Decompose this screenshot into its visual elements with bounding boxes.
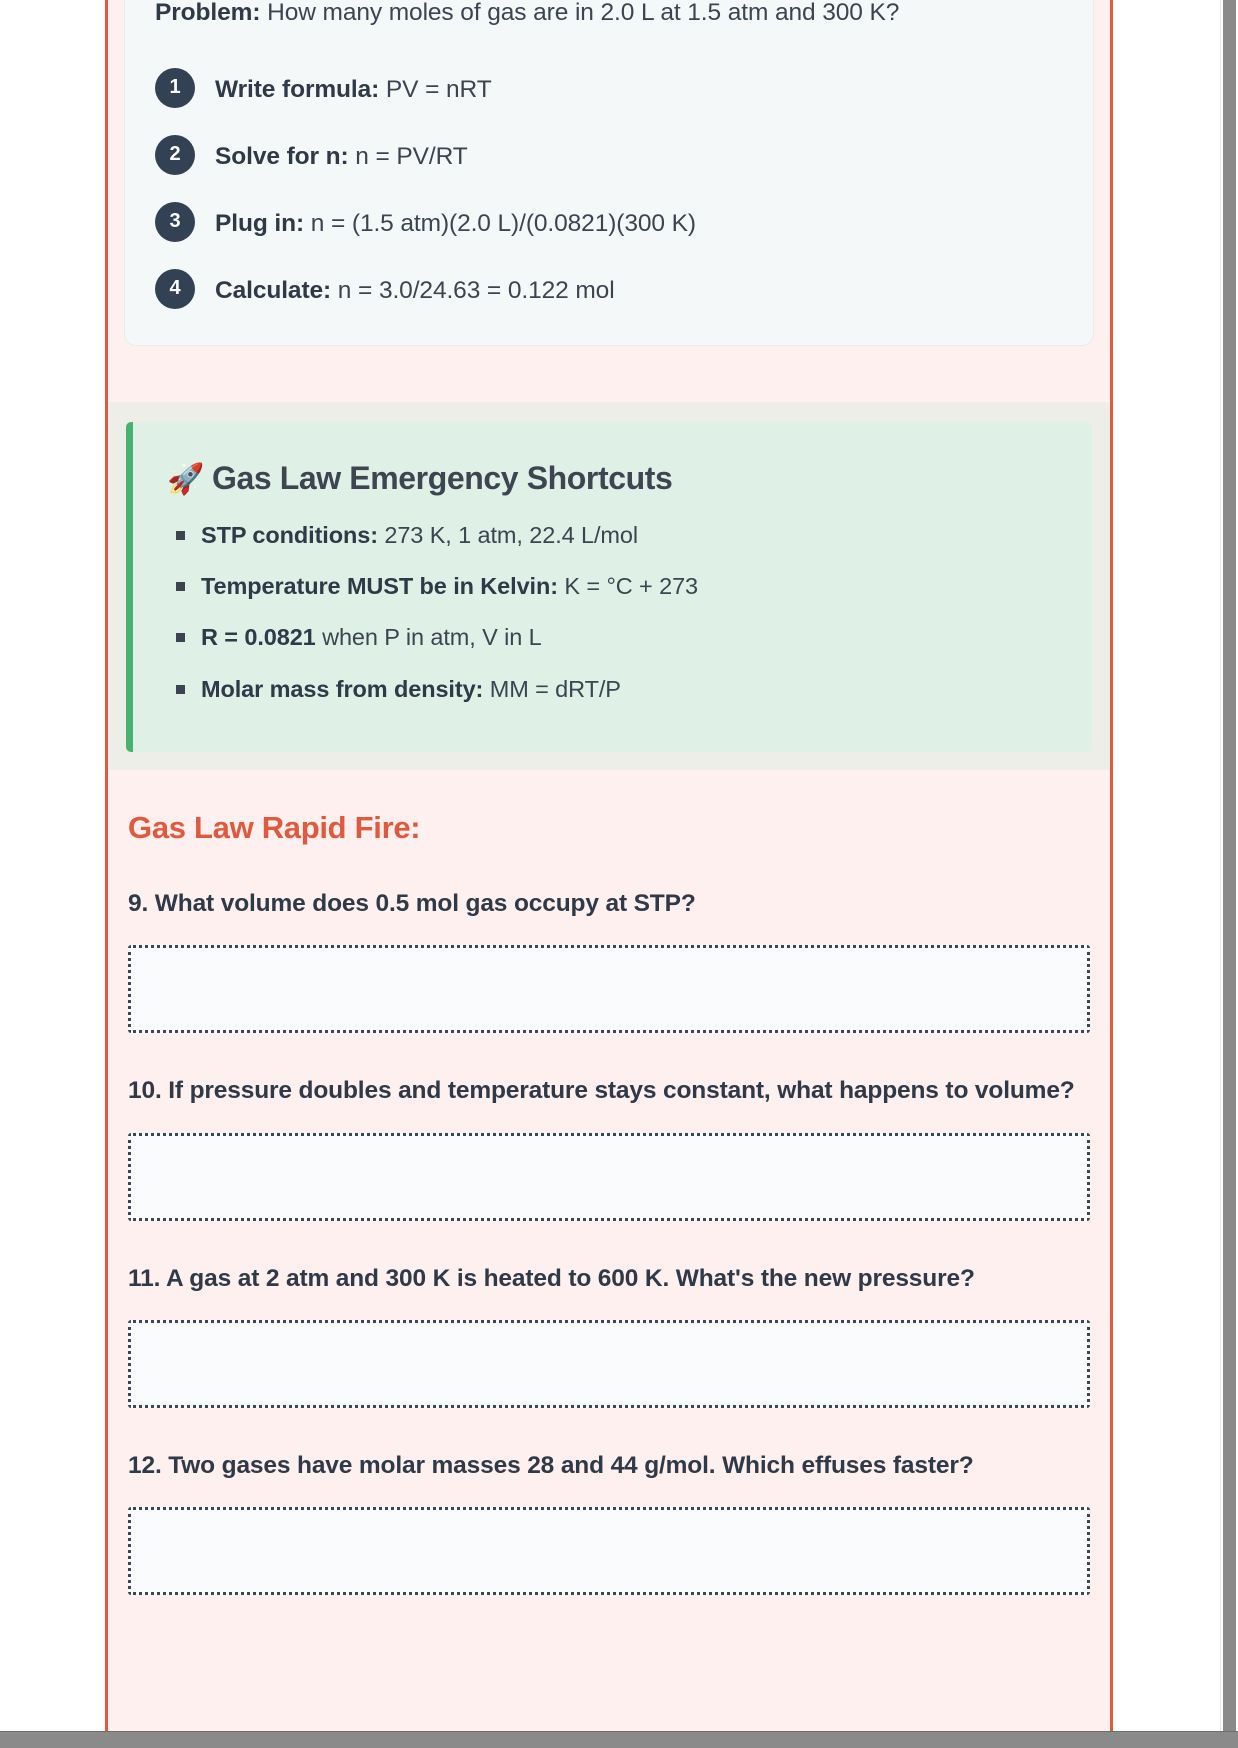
shortcut-value: when P in atm, V in L (315, 624, 542, 651)
step-row (155, 67, 1063, 108)
step-content (215, 201, 696, 242)
shortcut-label: Temperature MUST be in Kelvin: (201, 573, 558, 600)
shortcuts-title (167, 460, 1058, 497)
step-content (215, 134, 468, 175)
shortcuts-list (167, 519, 1058, 706)
step-number-badge: 1 (155, 68, 195, 108)
step-value: n = 3.0/24.63 = 0.122 mol (331, 276, 615, 304)
step-label: Calculate: (215, 276, 332, 304)
rocket-icon: 🚀 (167, 462, 204, 496)
question-text: 9. What volume does 0.5 mol gas occupy at STP? (128, 890, 696, 918)
list-item (201, 519, 1058, 552)
step-value: n = PV/RT (348, 142, 468, 170)
list-item (201, 673, 1058, 706)
rapid-fire-section (108, 810, 1110, 1595)
vertical-scrollbar-thumb[interactable] (1223, 0, 1236, 1733)
list-item (201, 621, 1058, 654)
answer-input[interactable] (128, 945, 1090, 1033)
shortcuts-title-text: Gas Law Emergency Shortcuts (211, 459, 673, 496)
solution-steps (155, 67, 1063, 309)
worksheet-container (105, 0, 1113, 1732)
rapid-fire-heading: Gas Law Rapid Fire: (128, 810, 421, 846)
question-text: 12. Two gases have molar masses 28 and 44 g/mol. Which effuses faster? (128, 1451, 974, 1479)
question-text: 11. A gas at 2 atm and 300 K is heated to 600 K. What's the new pressure? (128, 1264, 975, 1292)
step-content (215, 268, 615, 309)
horizontal-scrollbar[interactable] (0, 1731, 1238, 1748)
answer-input[interactable] (128, 1320, 1090, 1408)
step-number-badge: 4 (155, 269, 195, 309)
step-row (155, 268, 1063, 309)
step-row (155, 134, 1063, 175)
question-text: 10. If pressure doubles and temperature stays constant, what happens to volume? (128, 1077, 1075, 1105)
step-row (155, 201, 1063, 242)
shortcut-label: Molar mass from density: (201, 675, 484, 702)
shortcuts-band (108, 402, 1110, 770)
vertical-scrollbar[interactable] (1220, 0, 1238, 1733)
list-item (201, 570, 1058, 603)
step-label: Write formula: (215, 75, 380, 103)
problem-text: How many moles of gas are in 2.0 L at 1.5 atm and 300 K? (260, 0, 900, 26)
step-label: Plug in: (215, 209, 305, 237)
shortcut-value: MM = dRT/P (483, 675, 621, 702)
problem-statement (155, 0, 1063, 33)
shortcut-value: 273 K, 1 atm, 22.4 L/mol (377, 521, 638, 548)
step-number-badge: 2 (155, 135, 195, 175)
step-value: PV = nRT (379, 75, 492, 103)
shortcuts-callout (126, 422, 1092, 752)
problem-label: Problem: (155, 0, 261, 26)
shortcut-value: K = °C + 273 (557, 573, 699, 600)
shortcut-label: STP conditions: (201, 521, 378, 548)
answer-input[interactable] (128, 1507, 1090, 1595)
step-value: n = (1.5 atm)(2.0 L)/(0.0821)(300 K) (304, 209, 696, 237)
worked-problem-card (124, 0, 1094, 346)
step-number-badge: 3 (155, 202, 195, 242)
shortcut-label: R = 0.0821 (201, 624, 316, 651)
answer-input[interactable] (128, 1133, 1090, 1221)
step-label: Solve for n: (215, 142, 349, 170)
step-content (215, 67, 492, 108)
